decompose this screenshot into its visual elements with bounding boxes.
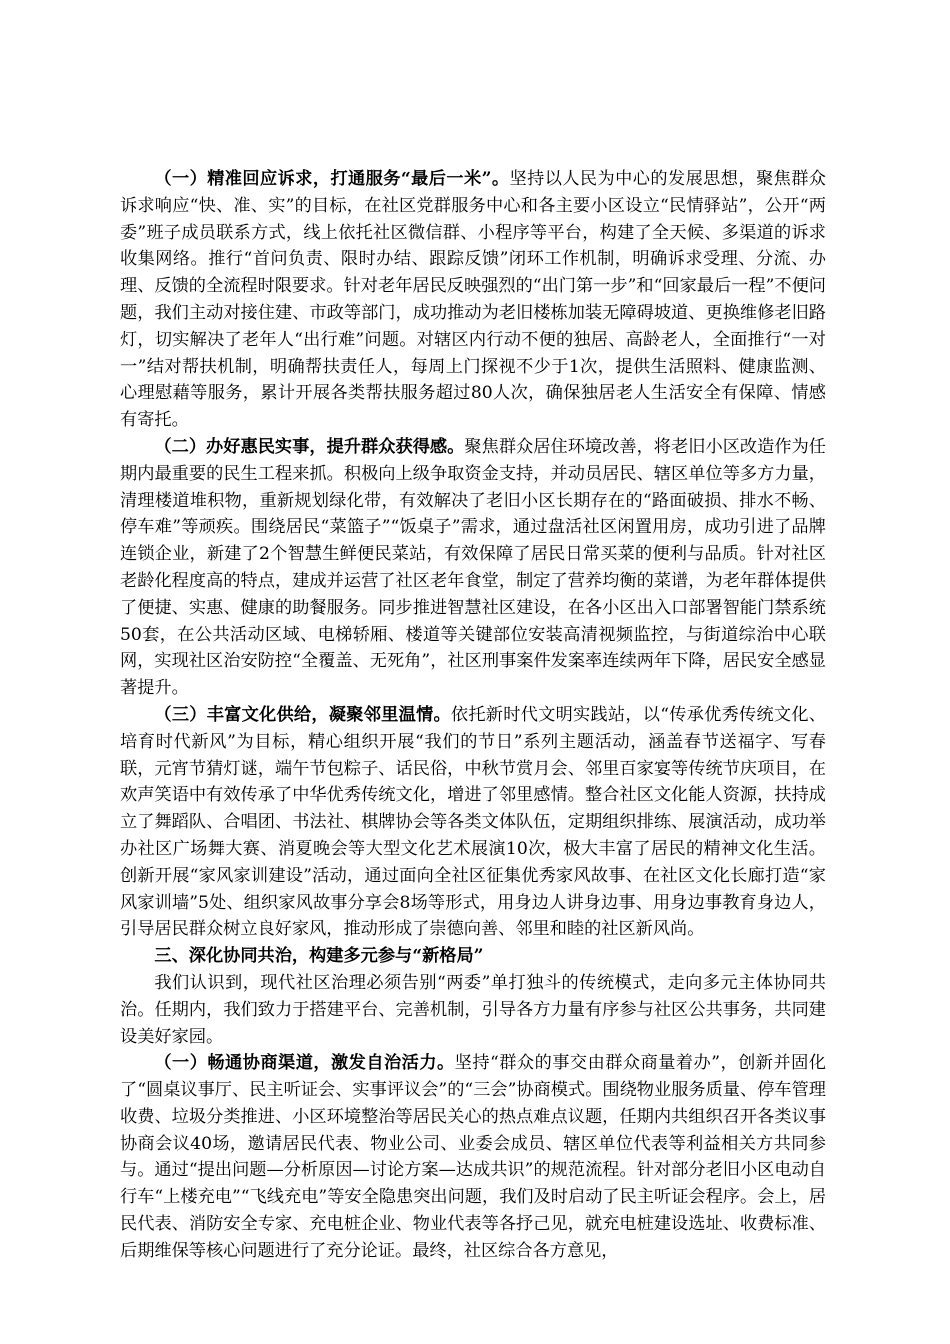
- paragraph-consultation-channels: [120, 1050, 826, 1264]
- paragraph-body: 坚持“群众的事交由群众商量着办”，创新并固化了“圆桌议事厅、民主听证会、实事评议会”的“三会”协商模式。围绕物业服务质量、停车管理收费、垃圾分类推进、小区环境整治等居民关心的热点难点议题，任期内共组织召开各类议事协商会议40场，邀请居民代表、物业公司、业委会成员、辖区单位代表等利益相关方共同参与。通过“提出问题—分析原因—讨论方案—达成共识”的规范流程。针对部分老旧小区电动自行车“上楼充电”“飞线充电”等安全隐患突出问题，我们及时启动了民主听证会程序。会上，居民代表、消防安全专家、充电桩企业、物业代表等各抒己见，就充电桩建设选址、收费标准、后期维保等核心问题进行了充分论证。最终，社区综合各方意见，: [120, 1053, 826, 1261]
- section-heading: 三、深化协同共治，构建多元参与“新格局”: [154, 946, 484, 967]
- paragraph-precise-response: [120, 166, 826, 434]
- paragraph-lead: （二）办好惠民实事，提升群众获得感。: [154, 436, 465, 457]
- paragraph-culture-supply: [120, 702, 826, 943]
- paragraph-lead: （三）丰富文化供给，凝聚邻里温情。: [154, 704, 451, 725]
- section-intro: 我们认识到，现代社区治理必须告别“两委”单打独斗的传统模式，走向多元主体协同共治。任期内，我们致力于搭建平台、完善机制，引导各方力量有序参与社区公共事务，共同建设美好家园。: [120, 972, 826, 1047]
- paragraph-body: 依托新时代文明实践站，以“传承优秀传统文化、培育时代新风”为目标，精心组织开展“我们的节日”系列主题活动，涵盖春节送福字、写春联，元宵节猜灯谜，端午节包粽子、话民俗，中秋节赏月会、邻里百家宴等传统节庆项目，在欢声笑语中有效传承了中华优秀传统文化，增进了邻里感情。整合社区文化能人资源，扶持成立了舞蹈队、合唱团、书法社、棋牌协会等各类文体队伍，定期组织排练、展演活动，成功举办社区广场舞大赛、消夏晚会等大型文化艺术展演10次，极大丰富了居民的精神文化生活。创新开展“家风家训建设”活动，通过面向全社区征集优秀家风故事、在社区文化长廊打造“家风家训墙”5处、组织家风故事分享会8场等形式，用身边人讲身边事、用身边事教育身边人，引导居民群众树立良好家风，推动形成了崇德向善、邻里和睦的社区新风尚。: [120, 704, 826, 940]
- paragraph-body: 聚焦群众居住环境改善，将老旧小区改造作为任期内最重要的民生工程来抓。积极向上级争取资金支持，并动员居民、辖区单位等多方力量，清理楼道堆积物，重新规划绿化带，有效解决了老旧小区长期存在的“路面破损、排水不畅、停车难”等顽疾。围绕居民“菜篮子”“饭桌子”需求，通过盘活社区闲置用房，成功引进了品牌连锁企业，新建了2个智慧生鲜便民菜站，有效保障了居民日常买菜的便利与品质。针对社区老龄化程度高的特点，建成并运营了社区老年食堂，制定了营养均衡的菜谱，为老年群体提供了便捷、实惠、健康的助餐服务。同步推进智慧社区建设，在各小区出入口部署智能门禁系统50套，在公共活动区域、电梯轿厢、楼道等关键部位安装高清视频监控，与街道综治中心联网，实现社区治安防控“全覆盖、无死角”，社区刑事案件发案率连续两年下降，居民安全感显著提升。: [120, 436, 826, 699]
- document-page: [120, 166, 826, 1265]
- paragraph-livelihood-projects: [120, 434, 826, 702]
- paragraph-body: 坚持以人民为中心的发展思想，聚焦群众诉求响应“快、准、实”的目标，在社区党群服务中心和各主要小区设立“民情驿站”，公开“两委”班子成员联系方式，线上依托社区微信群、小程序等平台，构建了全天候、多渠道的诉求收集网络。推行“首问负责、限时办结、跟踪反馈”闭环工作机制，明确诉求受理、分流、办理、反馈的全流程时限要求。针对老年居民反映强烈的“出门第一步”和“回家最后一程”不便问题，我们主动对接住建、市政等部门，成功推动为老旧楼栋加装无障碍坡道、更换维修老旧路灯，切实解决了老年人“出行难”问题。对辖区内行动不便的独居、高龄老人，全面推行“一对一”结对帮扶机制，明确帮扶责任人，每周上门探视不少于1次，提供生活照料、健康监测、心理慰藉等服务，累计开展各类帮扶服务超过80人次，确保独居老人生活安全有保障、情感有寄托。: [120, 169, 826, 431]
- paragraph-lead: （一）精准回应诉求，打通服务“最后一米”。: [154, 169, 510, 189]
- paragraph-lead: （一）畅通协商渠道，激发自治活力。: [154, 1053, 455, 1074]
